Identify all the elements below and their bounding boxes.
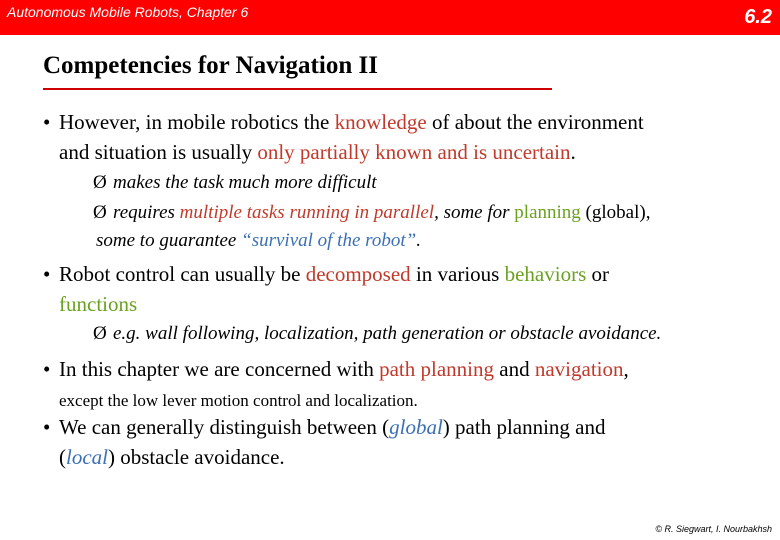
slide-title: Competencies for Navigation II <box>43 52 378 79</box>
bullet-marker: • <box>43 262 51 286</box>
copyright-footer: © R. Siegwart, I. Nourbakhsh <box>655 524 772 534</box>
arrow-marker: Ø <box>93 172 107 193</box>
sub-bullet-parallel-tasks: Ø requires multiple tasks running in parallel, some for planning (global), some to guarantee “survival of the robot”. <box>93 199 650 255</box>
highlight-survival: “survival of the robot” <box>241 230 417 251</box>
highlight-local: local <box>66 445 108 469</box>
sub-bullet-difficult: Ø makes the task much more difficult <box>93 169 377 197</box>
highlight-path-planning: path planning <box>379 357 495 381</box>
bullet-knowledge: • However, in mobile robotics the knowledge of about the environment and situation is usually only partially known and is uncertain. <box>43 107 644 167</box>
bullet-this-chapter: • In this chapter we are concerned with path planning and navigation, except the low lever motion control and localization. <box>43 354 629 416</box>
bullet-distinguish: • We can generally distinguish between (global) path planning and (local) obstacle avoidance. <box>43 412 606 472</box>
header-bar <box>0 0 780 35</box>
title-underline <box>43 88 552 90</box>
highlight-navigation: navigation <box>534 357 624 381</box>
bullet-decomposed: • Robot control can usually be decomposed in various behaviors or functions <box>43 259 609 319</box>
highlight-decomposed: decomposed <box>305 262 411 286</box>
highlight-partially-known: only partially known and is uncertain <box>257 140 571 164</box>
bullet-marker: • <box>43 357 51 381</box>
course-title: Autonomous Mobile Robots, Chapter 6 <box>7 4 249 20</box>
highlight-parallel-tasks: multiple tasks running in parallel <box>179 202 435 223</box>
highlight-planning: planning <box>514 202 581 223</box>
highlight-global: global <box>389 415 443 439</box>
arrow-marker: Ø <box>93 202 107 223</box>
arrow-marker: Ø <box>93 323 107 344</box>
highlight-behaviors: behaviors <box>504 262 587 286</box>
section-number: 6.2 <box>744 6 772 28</box>
bullet-marker: • <box>43 110 51 134</box>
sub-bullet-examples: Ø e.g. wall following, localization, path generation or obstacle avoidance. <box>93 320 661 348</box>
highlight-knowledge: knowledge <box>334 110 427 134</box>
bullet-marker: • <box>43 415 51 439</box>
highlight-functions: functions <box>59 292 138 316</box>
